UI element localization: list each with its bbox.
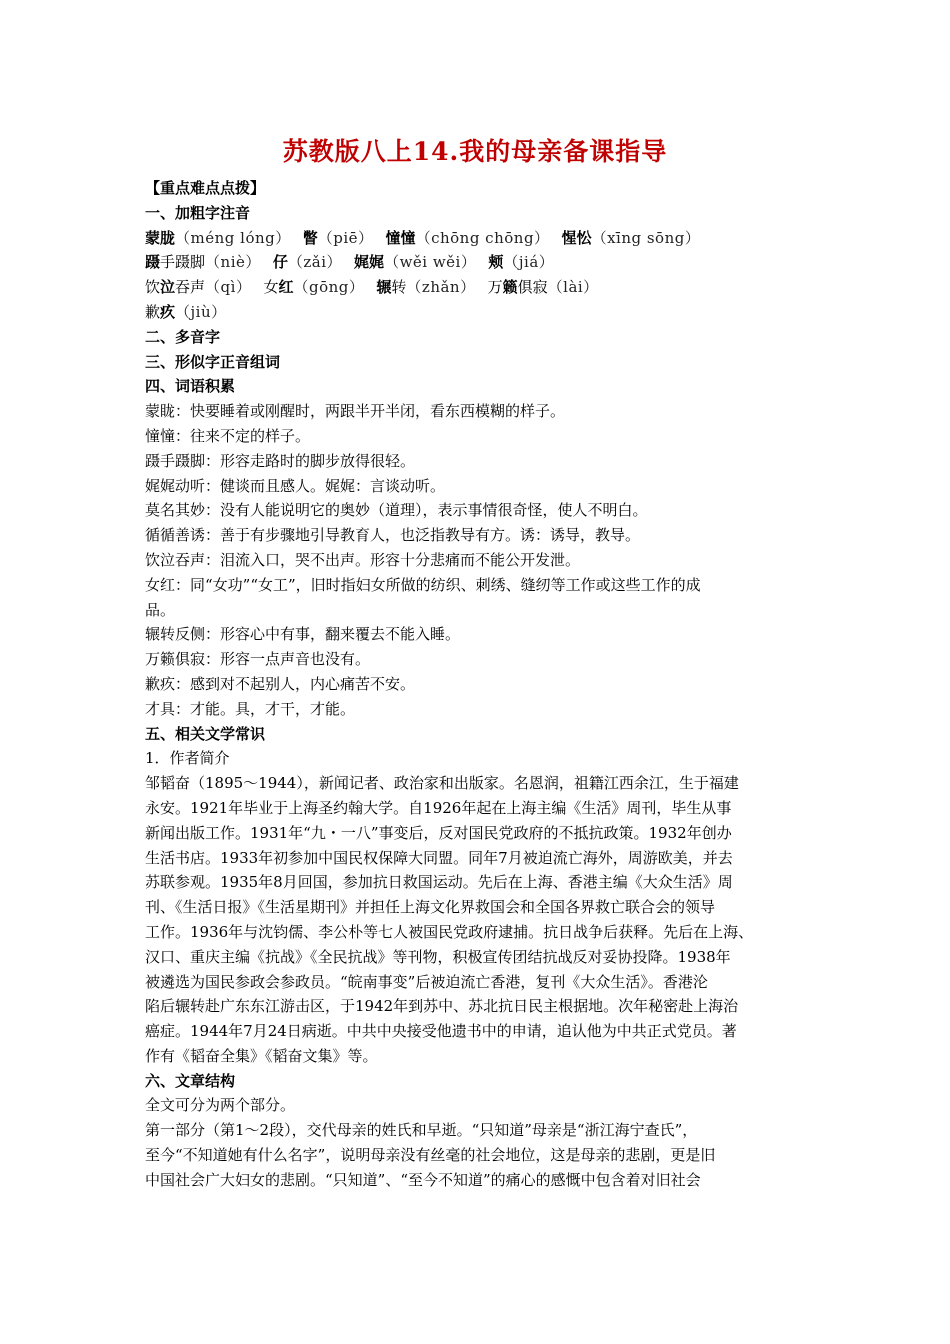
author-line: 永安。1921年毕业于上海圣约翰大学。自1926年起在上海主编《生活》周刊，毕生从事: [145, 798, 732, 817]
pinyin-text: （piē）: [317, 228, 374, 247]
bold-word: 蒙胧: [145, 228, 176, 247]
author-line: 汉口、重庆主编《抗战》《全民抗战》等刊物，积极宣传团结抗战反对妥协投降。1938年: [145, 947, 731, 966]
pinyin-text: （qì）: [205, 278, 252, 297]
vocab-line: 憧憧：往来不定的样子。: [145, 426, 311, 445]
vocab-line: 万籁俱寂：形容一点声音也没有。: [145, 650, 371, 669]
pinyin-text: （jiù）: [175, 302, 227, 321]
vocab-line: 品。: [145, 600, 176, 619]
pinyin-text: （zhǎn）: [406, 278, 476, 297]
pinyin-text: （zǎi）: [287, 253, 343, 272]
structure-line: 至今“不知道她有什么名字”，说明母亲没有丝毫的社会地位，这是母亲的悲剧，更是旧: [145, 1146, 716, 1165]
author-line: 工作。1936年与沈钧儒、李公朴等七人被国民党政府逮捕。抗日战争后获释。先后在上海、: [145, 922, 754, 941]
bold-word: 籁: [502, 278, 518, 297]
pinyin-text: （xīng sōng）: [591, 228, 701, 247]
author-line: 生活书店。1933年初参加中国民权保障大同盟。同年7月被迫流亡海外，周游欧美，并去: [145, 848, 733, 867]
pinyin-text: （wěi wěi）: [384, 253, 477, 272]
plain-word: 歉: [145, 302, 161, 321]
structure-line: 中国社会广大妇女的悲剧。“只知道”、“至今不知道”的痛心的感慨中包含着对旧社会: [145, 1170, 701, 1189]
bold-word: 惺忪: [561, 228, 592, 247]
pinyin-text: （gōng）: [293, 278, 365, 297]
bold-word: 泣: [160, 278, 176, 297]
vocab-line: 蒙眬：快要睡着或刚醒时，两跟半开半闭，看东西模糊的样子。: [145, 402, 566, 421]
document-title: 苏教版八上14.我的母亲备课指导: [282, 137, 668, 166]
vocab-line: 辗转反侧：形容心中有事，翻来覆去不能入睡。: [145, 625, 461, 644]
bold-word: 瞥: [302, 228, 318, 247]
heading-vocabulary: 四、词语积累: [145, 377, 236, 396]
heading-structure: 六、文章结构: [145, 1071, 236, 1090]
heading-polyphone: 二、多音字: [145, 327, 221, 346]
pinyin-row-2: [145, 250, 815, 275]
pinyin-text: （jiá）: [503, 253, 555, 272]
pinyin-text: （méng lóng）: [175, 228, 291, 247]
author-subheading: 1．作者简介: [145, 749, 230, 768]
bold-word: 红: [278, 278, 294, 297]
vocab-line: 循循善诱：善于有步骤地引导教育人，也泛指教导有方。诱：诱导，教导。: [145, 526, 641, 545]
vocab-line: 娓娓动听：健谈而且感人。娓娓：言谈动听。: [145, 476, 446, 495]
heading-similar-chars: 三、形似字正音组词: [145, 352, 281, 371]
vocab-line: 莫名其妙：没有人能说明它的奥妙（道理），表示事情很奇怪，使人不明白。: [145, 501, 648, 520]
plain-word: 饮: [145, 278, 161, 297]
plain-word: 手蹑脚: [160, 253, 206, 272]
author-line: 苏联参观。1935年8月回国，参加抗日救国运动。先后在上海、香港主编《大众生活》周: [145, 873, 733, 892]
author-line: 陷后辗转赴广东东江游击区，于1942年到苏中、苏北抗日民主根据地。次年秘密赴上海治: [145, 997, 739, 1016]
document-body: [145, 176, 815, 1193]
heading-literature: 五、相关文学常识: [145, 724, 266, 743]
vocab-line: 才具：才能。具，才干，才能。: [145, 699, 356, 718]
plain-word: 俱寂: [517, 278, 548, 297]
structure-line: 第一部分（第1～2段），交代母亲的姓氏和早逝。“只知道”母亲是“浙江海宁查氏”，: [145, 1121, 698, 1140]
plain-word: 吞声: [175, 278, 206, 297]
author-line: 邹韬奋（1895～1944），新闻记者、政治家和出版家。名恩润，祖籍江西余江，生于福建: [145, 774, 739, 793]
bold-word: 疚: [160, 302, 176, 321]
author-line: 癌症。1944年7月24日病逝。中共中央接受他遗书中的申请，追认他为中共正式党员。著: [145, 1022, 737, 1041]
author-line: 被遴选为国民参政会参政员。“皖南事变”后被迫流亡香港，复刊《大众生活》。香港沦: [145, 972, 708, 991]
pinyin-row-4: [145, 300, 815, 325]
author-line: 刊、《生活日报》《生活星期刊》并担任上海文化界救国会和全国各界救亡联合会的领导: [145, 898, 716, 917]
section-label: 【重点难点点拨】: [145, 179, 266, 197]
pinyin-row-1: [145, 226, 815, 251]
heading-pinyin: 一、加粗字注音: [145, 203, 251, 222]
bold-word: 娓娓: [354, 253, 385, 272]
bold-word: 颊: [488, 253, 504, 272]
pinyin-row-3: [145, 275, 815, 300]
pinyin-text: （lài）: [547, 278, 599, 297]
bold-word: 辗: [376, 278, 392, 297]
vocab-line: 歉疚：感到对不起别人，内心痛苦不安。: [145, 674, 416, 693]
vocab-line: 蹑手蹑脚：形容走路时的脚步放得很轻。: [145, 451, 416, 470]
vocab-line: 饮泣吞声：泪流入口，哭不出声。形容十分悲痛而不能公开发泄。: [145, 550, 581, 569]
plain-word: 女: [263, 278, 279, 297]
vocab-line: 女红：同“女功”“女工”，旧时指妇女所做的纺织、刺绣、缝纫等工作或这些工作的成: [145, 575, 701, 594]
bold-word: 仔: [272, 253, 288, 272]
author-line: 新闻出版工作。1931年“九・一八”事变后，反对国民党政府的不抵抗政策。1932年创办: [145, 823, 732, 842]
author-line: 作有《韬奋全集》《韬奋文集》等。: [145, 1046, 378, 1065]
plain-word: 万: [487, 278, 503, 297]
pinyin-text: （niè）: [205, 253, 261, 272]
bold-word: 憧憧: [385, 228, 416, 247]
structure-line: 全文可分为两个部分。: [145, 1096, 296, 1115]
pinyin-text: （chōng chōng）: [415, 228, 550, 247]
plain-word: 转: [391, 278, 407, 297]
bold-word: 蹑: [145, 253, 161, 272]
